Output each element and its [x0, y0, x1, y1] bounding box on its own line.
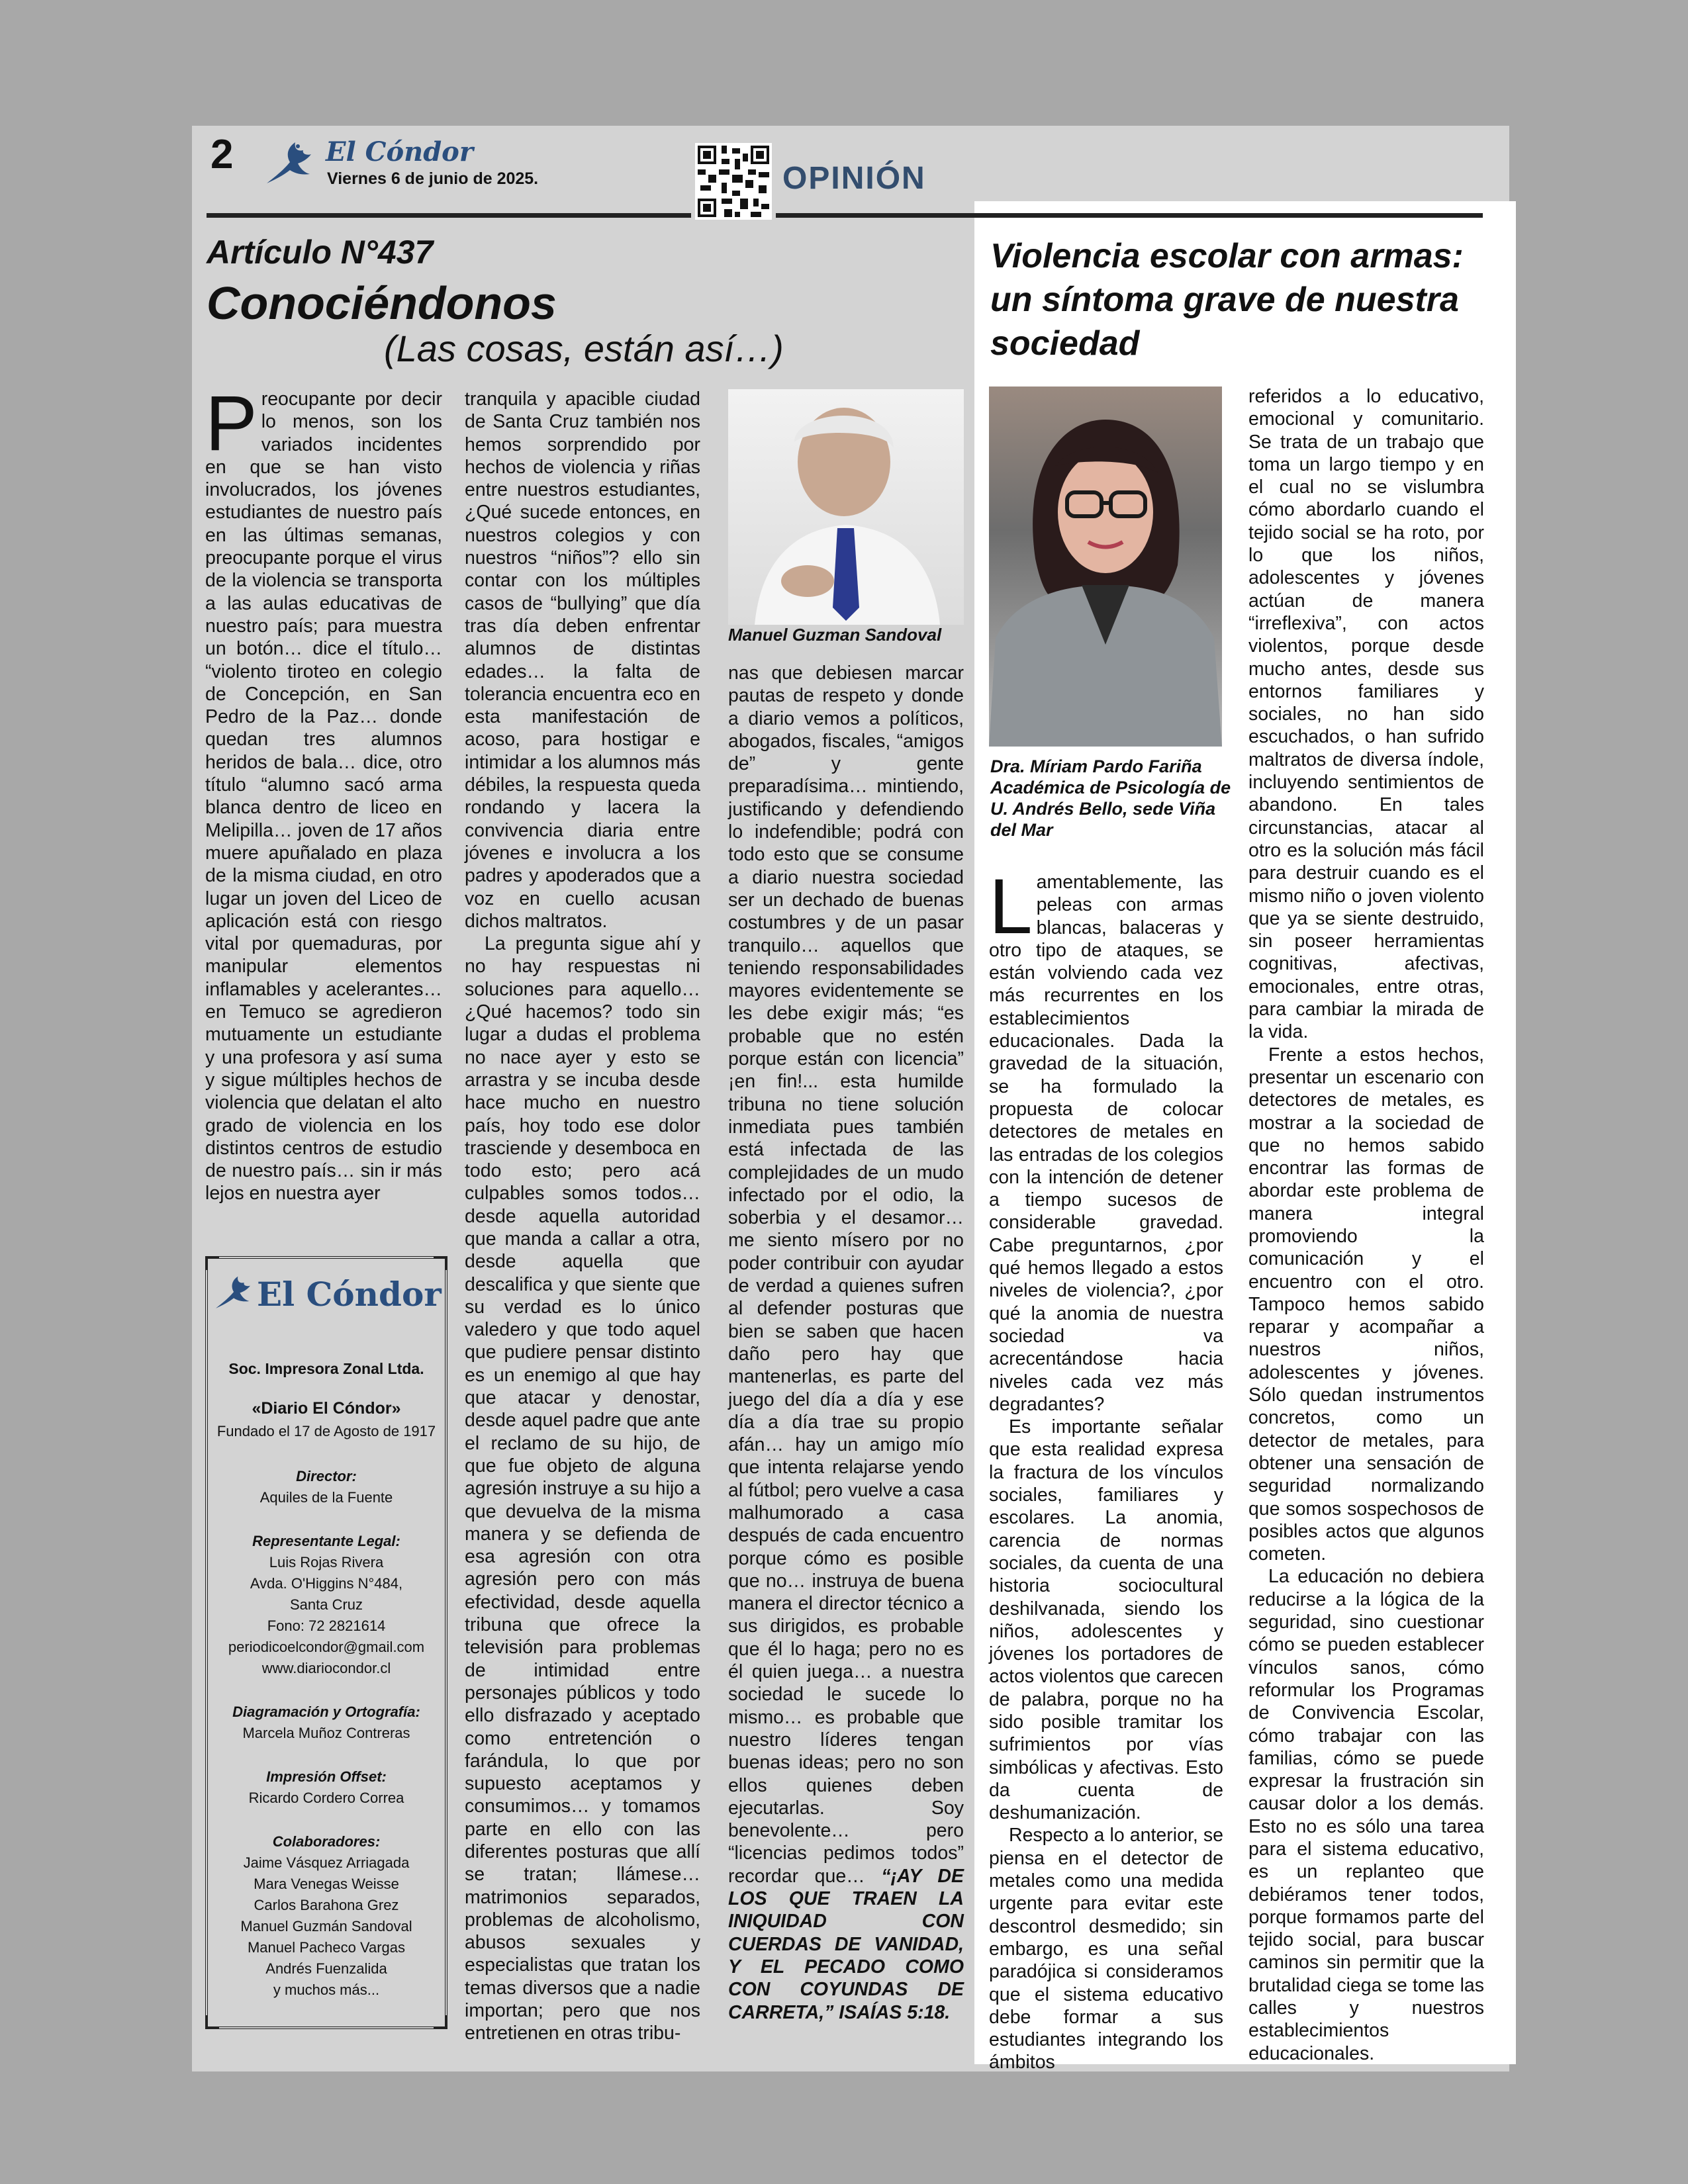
article2-paragraph: Es importante señalar que esta realidad expresa la fractura de los vínculos sociales, familiares y escolares. La anomia, carencia de normas sociales, da cuenta de una historia sociocultural deshilvanada, siendo los niños, adolescentes y jóvenes los portadores de actos violentos que carecen de palabra, porque no ha sido posible tramitar los sufrimientos por vías simbólicas y afectivas. Esto da cuenta de deshumanización. [989, 1416, 1223, 1824]
box-logo-text: El Cóndor [257, 1275, 442, 1314]
masthead-title: El Cóndor [326, 136, 473, 167]
collaborator: Manuel Guzmán Sandoval [240, 1918, 412, 1934]
author-photo [728, 389, 964, 625]
layout-name: Marcela Muñoz Contreras [242, 1725, 410, 1741]
author-photo-caption: Manuel Guzman Sandoval [728, 625, 942, 645]
legal-rep-name: Luis Rojas Rivera [269, 1554, 384, 1570]
article2-paragraph: referidos a lo educativo, emocional y comunitario. Se trata de un trabajo que toma un largo tiempo y en el cual no se vislumbra cómo abordarlo cuando el tejido social se ha roto, por lo que los niños, adolescentes y jóvenes actúan de manera “irreflexiva”, con actos violentos, porque desde mucho antes, desde sus entornos familiares y sociales, no han sido escuchados, o han sufrido maltratos de diversa índole, incluyendo sentimientos de abandono. En tales circunstancias, atacar al otro es la solución más fácil para destruir cuando es el mismo niño o joven violento que ya se siente destruido, sin poseer herramientas cognitivas, afectivas, emocionales, entre otras, para cambiar la mirada de la vida. [1248, 386, 1484, 1043]
print-label: Impresión Offset: [266, 1768, 387, 1785]
article1-column-2 [465, 388, 700, 2045]
header-rule-left [207, 213, 691, 218]
collaborator: Manuel Pacheco Vargas [247, 1939, 406, 1956]
website-link[interactable]: www.diariocondor.cl [261, 1660, 391, 1676]
drop-cap: P [205, 380, 258, 467]
article-subtitle: (Las cosas, están así…) [384, 328, 784, 369]
collaborators-label: Colaboradores: [272, 1833, 381, 1850]
article-title: Conociéndonos [207, 277, 557, 329]
qr-code-icon[interactable] [695, 143, 772, 220]
author2-photo [989, 387, 1222, 747]
section-label: OPINIÓN [782, 161, 926, 196]
author2-photo-caption: Dra. Míriam Pardo Fariña Académica de Psicología de U. Andrés Bello, sede Viña del Mar [990, 756, 1231, 840]
issue-date: Viernes 6 de junio de 2025. [327, 169, 539, 188]
page-number: 2 [211, 132, 234, 177]
masthead-box [205, 1256, 447, 2029]
article1-column-1 [205, 380, 442, 1205]
collaborator: Andrés Fuenzalida [265, 1960, 387, 1977]
collaborator: Jaime Vásquez Arriagada [243, 1854, 410, 1871]
paper-name: «Diario El Cóndor» [252, 1399, 401, 1418]
condor-logo-icon [213, 1271, 259, 1313]
article2-paragraph: La educación no debiera reducirse a la lógica de la seguridad, sino cuestionar cómo se pueden establecer vínculos sanos, cómo reformular los Programas de Convivencia Escolar, cómo trabajar con las familias, cómo se puede expresar la frustración sin causar dolor a los demás. Esto no es sólo una tarea para el sistema educativo, es un replanteo que debiéramos tener todos, porque formamos parte del tejido social, para buscar caminos sin permitir que la brutalidad ciega se tome las calles y nuestros establecimientos educacionales. [1248, 1566, 1484, 2064]
article1-paragraph: reocupante por decir lo menos, son los variados incidentes en que se han visto involucrados, los jóvenes estudiantes de nuestro país en las últimas semanas, preocupante porque el virus de la violencia se transporta a las aulas educativas de nuestro país; para muestra un botón… dice el título… “violento tiroteo en colegio de Concepción, en San Pedro de la Paz… donde quedan tres alumnos heridos de bala… dice, otro título “alumno sacó arma blanca dentro de liceo en Melipilla… joven de 17 años muere apuñalado en plaza de la misma ciudad, en otro lugar un joven del Liceo de aplicación está con riesgo vital por quemaduras, por manipular elementos inflamables y acelerantes… en Temuco se agredieron mutuamente un estudiante y una profesora y así suma y sigue múltiples hechos de violencia que delatan el alto grado de violencia en los distintos centros de estudio de nuestro país… sin ir más lejos en nuestra ayer [205, 388, 442, 1205]
drop-cap: L [989, 863, 1033, 950]
article2-paragraph: amentablemente, las peleas con armas blancas, balaceras y otro tipo de ataques, se están volviendo cada vez más recurrentes en los establecimientos educacionales. Dada la gravedad de la situación, se ha formulado la propuesta de colocar detectores de metales en las entradas de los colegios con la intención de detener a tiempo sucesos de considerable gravedad. Cabe preguntarnos, ¿por qué hemos llegado a estos niveles de violencia?, ¿por qué la anomia de nuestra sociedad va acrecentándose hacia niveles cada vez más degradantes? [989, 872, 1223, 1415]
bible-quote: “¡AY DE LOS QUE TRAEN LA INIQUIDAD CON CUERDAS DE VANIDAD, Y EL PECADO COMO CON COYUNDAS DE CARRETA,” ISAÍAS 5:18. [728, 1865, 964, 2023]
article-number: Artículo N°437 [207, 234, 434, 271]
condor-logo-icon [263, 136, 323, 189]
company-name: Soc. Impresora Zonal Ltda. [228, 1360, 424, 1377]
founded-date: Fundado el 17 de Agosto de 1917 [216, 1423, 436, 1439]
article2-paragraph: Frente a estos hechos, presentar un escenario con detectores de metales, es mostrar a la sociedad de que no hemos sabido encontrar las formas de abordar este problema de manera integral promoviendo la comunicación y el encuentro con el otro. Tampoco hemos sabido reparar y acompañar a nuestros niños, adolescentes y jóvenes. Sólo quedan instrumentos concretos, como un detector de metales, para obtener una sensación de seguridad normalizando que somos sospechosos de posibles actos que algunos cometen. [1248, 1044, 1484, 1565]
director-name: Aquiles de la Fuente [259, 1489, 393, 1506]
collaborator: y muchos más... [273, 1981, 380, 1998]
address-line-1: Avda. O'Higgins N°484, [250, 1575, 403, 1592]
article2-column-2 [1248, 385, 1484, 2065]
article1-paragraph: nas que debiesen marcar pautas de respeto y donde a diario vemos a políticos, abogados, fiscales, “amigos de” y gente preparadísima… mintiendo, justificando y defendiendo lo indefendible; podrá con todo esto que se consume a diario nuestra sociedad ser un dechado de buenas costumbres y de un pasar tranquilo… aquellos que teniendo responsabilidades mayores evidentemente se les debe exigir más; “es probable que no estén porque están con licencia” ¡en fin!... esta humilde tribuna no tiene solución inmediata pues también está infectada de las complejidades de un mudo infectado por el odio, la soberbia y el desamor… me siento mísero por no poder contribuir con ayudar de verdad a quienes sufren al defender posturas que bien se saben que hacen daño pero hay que mantenerlas, es parte del juego del día a día y ese día a día trae su propio afán… hay un amigo mío que intenta relajarse yendo al fútbol; pero vuelve a casa malhumorado a casa después de cada encuentro porque cómo es posible que no… instruya de buena manera el director técnico a sus dirigidos, es probable que él lo haga; pero no es él quien juega… a nuestra sociedad le sucede lo mismo… es probable que nuestro líderes tengan buenas ideas; pero no son ellos quienes deben ejecutarlas. Soy benevolente… pero “licencias pedimos todos” recordar que… [728, 662, 964, 1887]
phone: Fono: 72 2821614 [267, 1617, 386, 1634]
director-label: Director: [296, 1468, 357, 1484]
legal-rep-label: Representante Legal: [252, 1533, 400, 1549]
layout-label: Diagramación y Ortografía: [232, 1704, 420, 1720]
collaborator: Mara Venegas Weisse [254, 1876, 399, 1892]
email-link[interactable]: periodicoelcondor@gmail.com [228, 1639, 425, 1655]
print-name: Ricardo Cordero Correa [248, 1790, 404, 1806]
article2-title: Violencia escolar con armas: un síntoma grave de nuestra sociedad [990, 237, 1464, 363]
article1-column-3 [728, 662, 964, 2024]
article2-paragraph: Respecto a lo anterior, se piensa en el detector de metales como una medida urgente para evitar este descontrol desmedido; sin embargo, es una señal paradójica si consideramos que el sistema educativo debe formar a sus estudiantes integrando los ámbitos [989, 1825, 1223, 2073]
header-rule-right [776, 213, 1483, 218]
article1-paragraph: tranquila y apacible ciudad de Santa Cruz también nos hemos sorprendido por hechos de violencia y riñas entre nuestros estudiantes, ¿Qué sucede entonces, en nuestros colegios y con nuestros “niños”? ello sin contar con los múltiples casos de “bullying” que día tras día deben enfrentar alumnos de distintas edades… la falta de tolerancia encuentra eco en esta manifestación de acoso, para hostigar e intimidar a los alumnos más débiles, la respuesta queda rondando y lacera la convivencia diaria entre jóvenes e involucra a los padres y apoderados que a voz en cuello acusan dichos maltratos. [465, 388, 700, 932]
article1-paragraph: La pregunta sigue ahí y no hay respuestas ni soluciones para aquello… ¿Qué hacemos? todo sin lugar a dudas el problema no nace ayer y esto se arrastra y se incuba desde hace mucho en nuestro país, hoy todo ese dolor trasciende y desemboca en todo esto; pero acá culpables somos todos… desde aquella autoridad que manda a callar a otra, desde aquella que descalifica y que siente que su verdad es lo único valedero y que todo aquel que pudiere pensar distinto es un enemigo al que hay que atacar y denostar, desde aquel padre que ante el reclamo de su hijo, de que fue objeto de alguna agresión instruye a su hijo a que devuelva de la misma manera y se defienda de esa agresión con otra agresión pero con más efectividad, desde aquella tribuna que ofrece la televisión para problemas de intimidad entre personajes públicos y todo ello disfrazado y aceptado como entretención o farándula, lo que por supuesto aceptamos y consumimos… y tomamos parte en ello con las diferentes posturas que allí se tratan; llámese… matrimonios separados, problemas de alcoholismo, abusos sexuales y especialistas que tratan los temas diversos que a nadie importan; pero que nos entretienen en otras tribu- [465, 933, 700, 2044]
article2-column-1 [989, 863, 1223, 2074]
collaborator: Carlos Barahona Grez [254, 1897, 399, 1913]
address-line-2: Santa Cruz [289, 1596, 363, 1613]
